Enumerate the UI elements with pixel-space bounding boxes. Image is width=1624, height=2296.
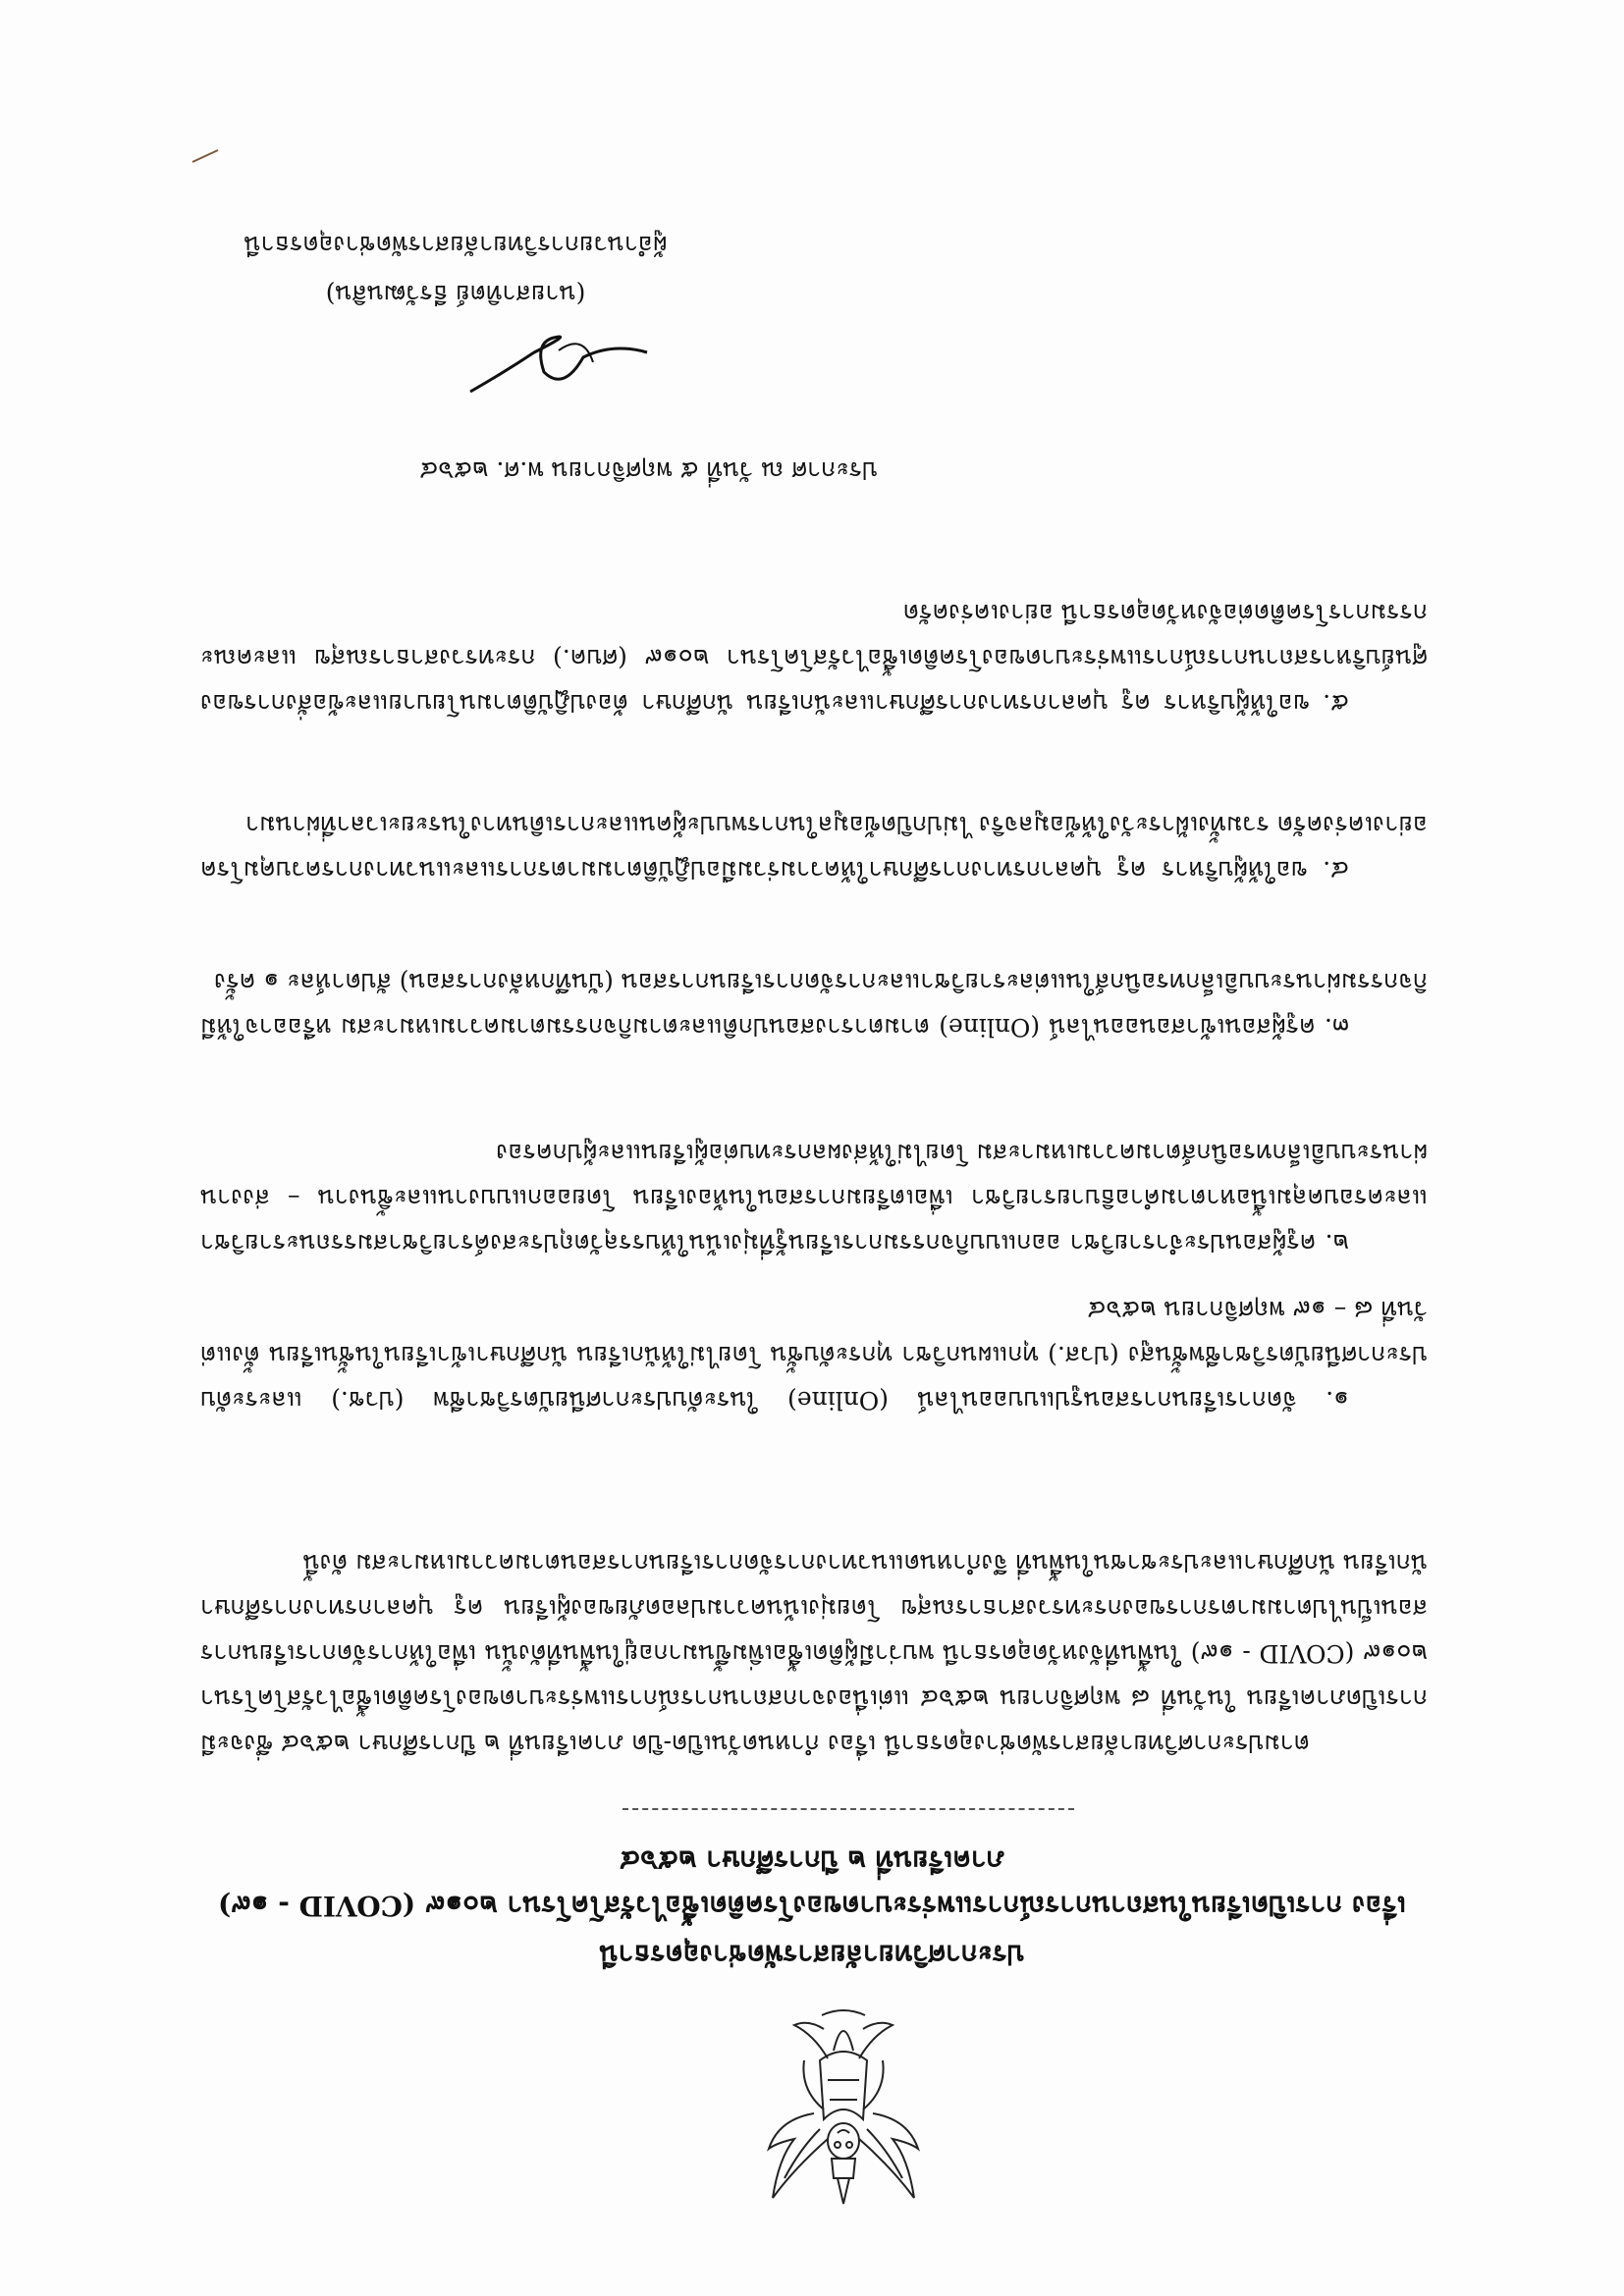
intro-paragraph: ตามประกาศวิทยาลัยสารพัดช่างอุดรธานี เรื่อง กำหนดวันเปิด-ปิด ภาคเรียนที่ ๒ ปีการศึกษา ๒๕๖๔ ซึ่งจะมีการเปิดภาคเรียน ในวันที่ ๘ พฤศจิกายน ๒๕๖๔ แต่เนื่องจากสถานการณ์การแพร่ระบาดของโรคติดเชื้อไวรัสโคโรนา ๒๐๑๙ (COVID - ๑๙) ในพื้นที่จังหวัดอุดรธานี พบว่ามีผู้ติดเชื้อเพิ่มขึ้นมากอยู่ในพื้นที่ดังนั้น เพื่อให้การจัดการเรียนการสอนเป็นไปตามมาตรการของกระทรวงสาธารณสุข โดยมุ่งเน้นความปลอดภัยของผู้เรียน ครู บุคลากรทางการศึกษา นักเรียน นักศึกษาและประชาชนในพื้นที่ จึงกำหนดแนวทางการจัดการเรียนการสอนตามความเหมาะสม ดังนี้ (200, 1549, 1428, 1758)
signature-icon (465, 323, 652, 411)
announcement-semester: ภาคเรียนที่ ๒ ปีการศึกษา ๒๕๖๔ (619, 1844, 1005, 1877)
announcement-subject: เรื่อง การเปิดเรียนในสถานการณ์การแพร่ระบาดของโรคติดเชื้อไวรัสโคโรนา ๒๐๑๙ (COVID - ๑๙) (218, 1890, 1407, 1922)
signer-position: ผู้อำนวยการวิทยาลัยสารพัดช่างอุดรธานี (244, 231, 668, 259)
list-item-3: ๓. ครูผู้สอนเข้าสอนออนไลน์ (Online) ตามตารางสอนปกติและตามกิจกรรมตามความเหมาะสม หรืออาจให้มีกิจกรรมผ่านระบบอิเล็กทรอนิกส์ในแต่ละรายวิชาและการจัดการเรียนการสอน (บันทึกหลังการสอน) สัปดาห์ละ ๑ ครั้ง (200, 968, 1428, 1041)
signer-name: (นายสาทิตย์ ธีรวัฒนสิน) (325, 280, 586, 308)
list-item-5: ๕. ขอให้ผู้บริหาร ครู บุคลากรทางการศึกษาและนักเรียน นักศึกษา ต้องปฏิบัติตามนโยบายและข้อสั่งการของศูนย์บริหารสถานการณ์การแพร่ระบาดของโรคติดเชื้อไวรัสโคโรนา ๒๐๑๙ (ศบค.) กระทรวงสาธารณสุข และคณะกรรมการโรคติดต่อจังหวัดอุดรธานี อย่างเคร่งครัด (200, 599, 1428, 718)
title-divider (623, 1808, 1074, 1810)
garuda-emblem-icon (765, 2006, 922, 2208)
list-item-2: ๒. ครูผู้สอนประจำรายวิชา ออกแบบกิจกรรมการเรียนรู้ที่มุ่งเน้นให้บรรลุวัตถุประสงค์รายวิชาสมรรถนะรายวิชา และครอบคลุมเนื้อหาตามคำอธิบายรายวิชา เพื่อเตรียมการสอนในห้องเรียน โดยออกแบบงานและชิ้นงาน – ส่งงานผ่านระบบอิเล็กทรอนิกส์ตามความเหมาะสม โดยไม่ให้ส่งผลกระทบต่อผู้เรียนและผู้ปกครอง (200, 1139, 1428, 1257)
list-item-1: ๑. จัดการเรียนการสอนรูปแบบออนไลน์ (Online) ในระดับประกาศนียบัตรวิชาชีพ (ปวช.) และระดับประกาศนียบัตรวิชาชีพชั้นสูง (ปวส.) ทุกแผนกวิชา ทุกระดับชั้น โดยไม่ให้นักเรียน นักศึกษาเข้าเรียนในชั้นเรียน ตั้งแต่วันที่ ๘ – ๑๙ พฤศจิกายน ๒๕๖๔ (200, 1296, 1428, 1415)
pen-mark-icon (190, 146, 220, 166)
announcement-title: ประกาศวิทยาลัยสารพัดช่างอุดรธานี (599, 1939, 1025, 1971)
list-item-4: ๔. ขอให้ผู้บริหาร ครู บุคลากรทางการศึกษาให้ความร่วมมือปฏิบัติตามมาตรการและแนวทางการควบคุมโรคอย่างเคร่งครัด รวมทั้งเฝ้าระวังให้ข้อมูลจริง ไม่ปกปิดข้อมูลในการพบปะผู้คนและการเดินทางในระยะเวลาที่ผ่านมา (200, 811, 1428, 884)
announcement-date: ประกาศ ณ วันที่ ๕ พฤศจิกายน พ.ศ. ๒๕๖๔ (419, 456, 878, 485)
